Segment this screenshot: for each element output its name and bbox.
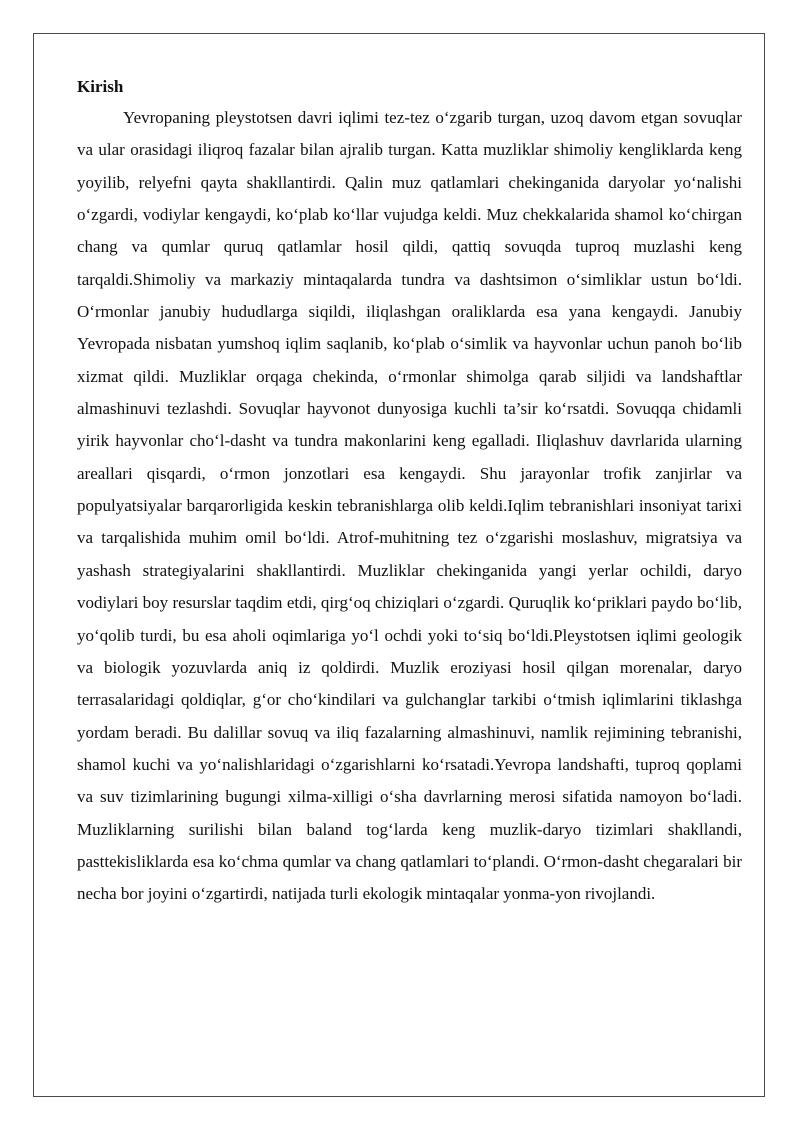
body-paragraph: Yevropaning pleystotsen davri iqlimi tez-tez o‘zgarib turgan, uzoq davom etgan sovuqlar va ular orasidagi iliqroq fazalar bilan ajralib turgan. Katta muzliklar shimoliy kengliklarda keng yoyilib, relyefni qayta shakllantirdi. Qalin muz qatlamlari chekinganida daryolar yo‘nalishi o‘zgardi, vodiylar kengaydi, ko‘plab ko‘llar vujudga keldi. Muz chekkalarida shamol ko‘chirgan chang va qumlar quruq qatlamlar hosil qildi, qattiq sovuqda tuproq muzlashi keng tarqaldi.Shimoliy va markaziy mintaqalarda tundra va dashtsimon o‘simliklar ustun bo‘ldi. O‘rmonlar janubiy hududlarga siqildi, iliqlashgan oraliklarda esa yana kengaydi. Janubiy Yevropada nisbatan yumshoq iqlim saqlanib, ko‘plab o‘simlik va hayvonlar uchun panoh bo‘lib xizmat qildi. Muzliklar orqaga chekinda, o‘rmonlar shimolga qarab siljidi va landshaftlar almashinuvi tezlashdi. Sovuqlar hayvonot dunyosiga kuchli ta’sir ko‘rsatdi. Sovuqqa chidamli yirik hayvonlar cho‘l-dasht va tundra makonlarini keng egalladi. Iliqlashuv davrlarida ularning areallari qisqardi, o‘rmon jonzotlari esa kengaydi. Shu jarayonlar trofik zanjirlar va populyatsiyalar barqarorligida keskin tebranishlarga olib keldi.Iqlim tebranishlari insoniyat tarixi va tarqalishida muhim omil bo‘ldi. Atrof-muhitning tez o‘zgarishi moslashuv, migratsiya va yashash strategiyalarini shakllantirdi. Muzliklar chekinganida yangi yerlar ochildi, daryo vodiylari boy resurslar taqdim etdi, qirg‘oq chiziqlari o‘zgardi. Quruqlik ko‘priklari paydo bo‘lib, yo‘qolib turdi, bu esa aholi oqimlariga yo‘l ochdi yoki to‘siq bo‘ldi.Pleystotsen iqlimi geologik va biologik yozuvlarda aniq iz qoldirdi. Muzlik eroziyasi hosil qilgan morenalar, daryo terrasalaridagi qoldiqlar, g‘or cho‘kindilari va gulchanglar tarkibi o‘tmish iqlimlarini tiklashga yordam beradi. Bu dalillar sovuq va iliq fazalarning almashinuvi, namlik rejimining tebranishi, shamol kuchi va yo‘nalishlaridagi o‘zgarishlarni ko‘rsatadi.Yevropa landshafti, tuproq qoplami va suv tizimlarining bugungi xilma-xilligi o‘sha davrlarning merosi sifatida namoyon bo‘ladi. Muzliklarning surilishi bilan baland tog‘larda keng muzlik-daryo tizimlari shakllandi, pasttekisliklarda esa ko‘chma qumlar va chang qatlamlari to‘plandi. O‘rmon-dasht chegaralari bir necha bor joyini o‘zgartirdi, natijada turli ekologik mintaqalar yonma-yon rivojlandi. <box>77 108 742 904</box>
section-heading: Kirish <box>77 77 124 96</box>
document-content <box>77 72 742 911</box>
